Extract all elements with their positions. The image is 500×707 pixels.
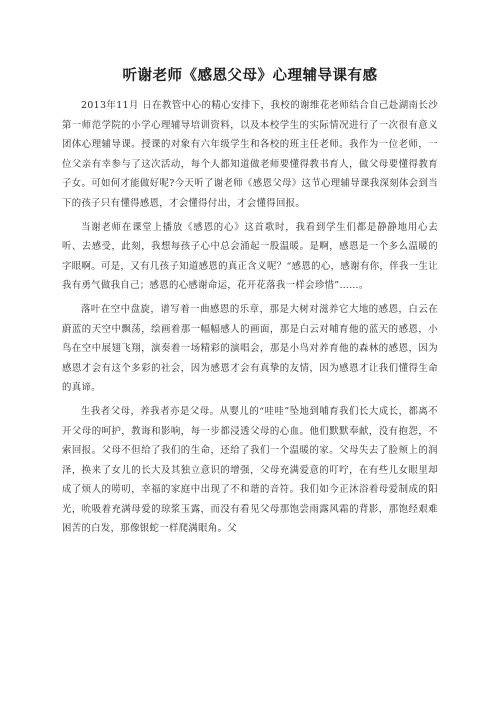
paragraph-1: 2013年11月 日在教管中心的精心安排下，我校的谢维花老师结合自己赴湖南长沙第一师范学院的小学心理辅导培训资料，以及本校学生的实际情况进行了一次很有意义团体心理辅导课。授课的对象有六年级学生和各校的班主任老师。我作为一位老师，一位父亲有幸参与了这次活动，每个人都知道做老师要懂得教书育人，做父母要懂得教育子女。可如何才能做好呢?今天听了谢老师《感恩父母》这节心理辅导课我深刻体会到当下的孩子只有懂得感恩，才会懂得付出，才会懂得回报。 <box>62 100 438 209</box>
document-title: 听谢老师《感恩父母》心理辅导课有感 <box>122 68 378 84</box>
paragraph-4: 生我者父母，养我者亦是父母。从婴儿的“哇哇”坠地到哺育我们长大成长，都离不开父母的呵护，教诲和影响，每一步都浸透父母的心血。他们默默奉献，没有抱怨，不索回报。父母不但给了我们的生命，还给了我们一个温暖的家。父母失去了脸颊上的润泽，换来了女儿的长大及其独立意识的增强，父母充满爱意的叮咛，在有些儿女眼里却成了烦人的唠叨，幸福的家庭中出现了不和谐的音符。我们如今正沐浴着母爱制成的阳光，吮吸着充满母爱的琼浆玉露，而没有看见父母那饱尝雨露风霜的背影，那饱经艰难困苦的白发，那像银蛇一样爬满眼角。父 <box>62 405 438 535</box>
document-body <box>62 96 438 543</box>
paragraph-2: 当谢老师在课堂上播放《感恩的心》这首歌时，我看到学生们都是静静地用心去听、去感受，此刻，我想每孩子心中总会涌起一股温暖。是啊，感恩是一个多么温暖的字眼啊。可是，又有几孩子知道感恩的真正含义呢？“感恩的心，感谢有你，伴我一生让我有勇气做我自己；感恩的心感谢命运，花开花落我一样会珍惜”……。 <box>62 221 438 292</box>
paragraph-3: 落叶在空中盘旋，谱写着一曲感恩的乐章，那是大树对滋养它大地的感恩，白云在蔚蓝的天空中飘荡，绘画着那一幅幅感人的画面，那是白云对哺育他的蓝天的感恩，小鸟在空中展翅飞翔，演奏着一场精彩的演唱会，那是小鸟对养育他的森林的感恩，因为感恩才会有这个多彩的社会，因为感恩才会有真挚的友情，因为感恩才让我们懂得生命的真谛。 <box>62 303 438 394</box>
